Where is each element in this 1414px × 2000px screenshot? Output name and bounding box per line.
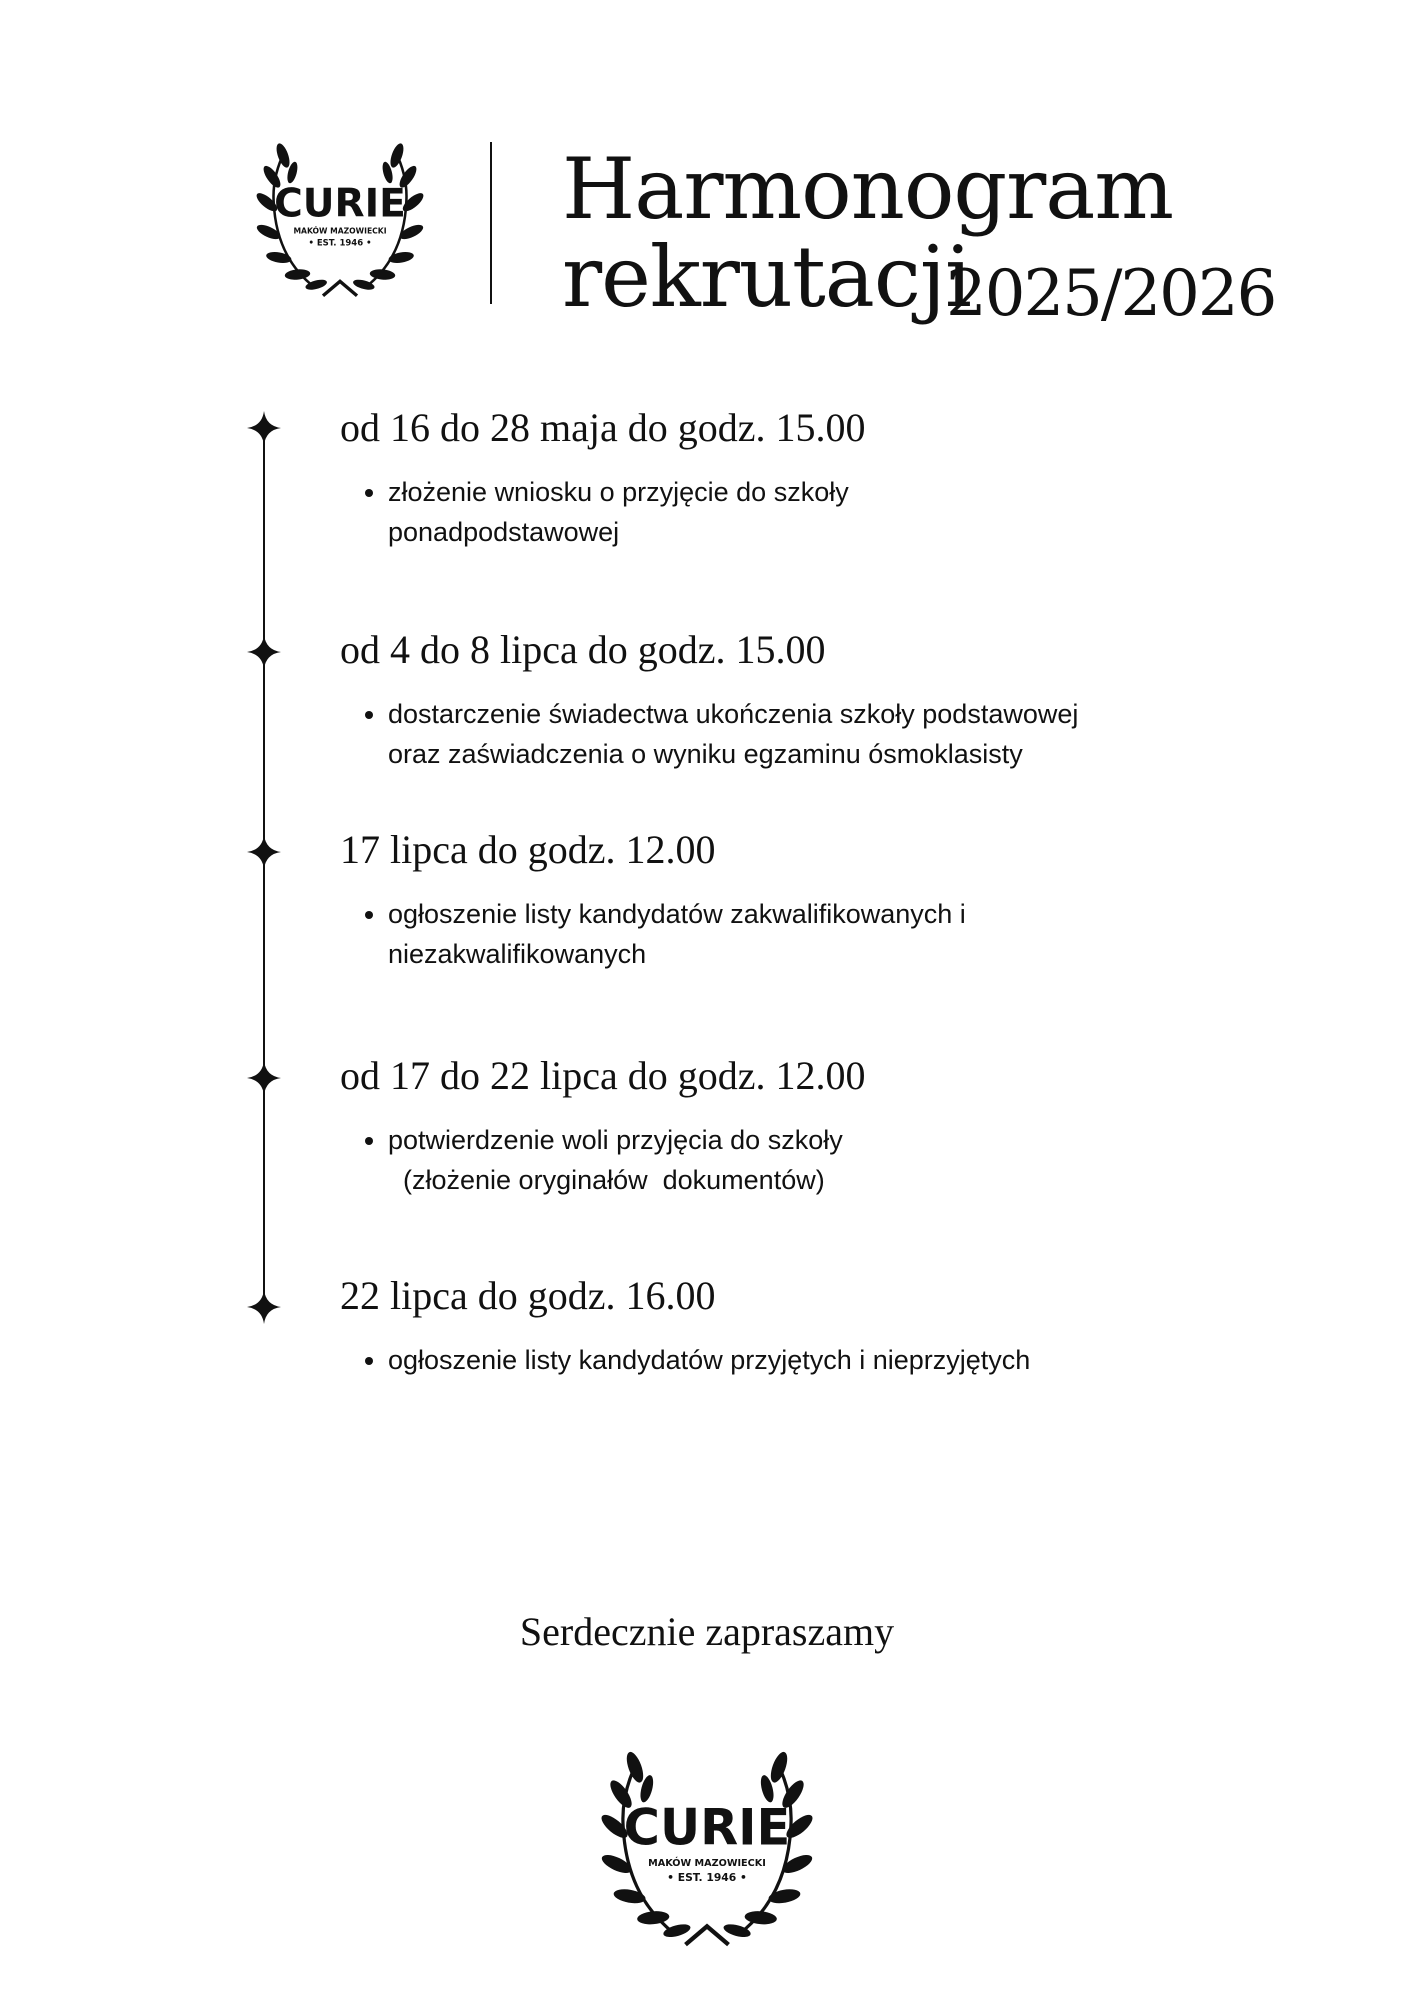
event-date: od 17 do 22 lipca do godz. 12.00 xyxy=(340,1053,866,1098)
logo-established: • EST. 1946 • xyxy=(308,238,372,249)
timeline-event xyxy=(340,1272,1190,1380)
timeline-star-icon xyxy=(247,835,281,869)
event-description-line: (złożenie oryginałów dokumentów) xyxy=(388,1165,825,1195)
timeline-event xyxy=(340,1052,1190,1200)
logo-location: MAKÓW MAZOWIECKI xyxy=(293,226,387,236)
event-description xyxy=(388,894,1190,974)
event-description-list xyxy=(340,472,1190,552)
logo-established: • EST. 1946 • xyxy=(667,1871,747,1885)
timeline-star-icon xyxy=(247,635,281,669)
event-description-list xyxy=(340,1120,1190,1200)
event-description-line: • ogłoszenie listy kandydatów przyjętych i nieprzyjętych xyxy=(388,1345,1031,1375)
event-description xyxy=(388,694,1190,774)
event-description-list xyxy=(340,694,1190,774)
logo-name: CURIE xyxy=(623,1798,791,1857)
event-description xyxy=(388,472,1190,552)
event-description-line: • dostarczenie świadectwa ukończenia szkoły podstawowej xyxy=(388,699,1079,729)
timeline-event xyxy=(340,626,1190,774)
timeline-star-icon xyxy=(247,1290,281,1324)
event-description-list xyxy=(340,894,1190,974)
closing-text: Serdecznie zapraszamy xyxy=(519,1609,895,1654)
event-description-list xyxy=(340,1340,1190,1380)
timeline-star-icon xyxy=(247,1061,281,1095)
event-date: 17 lipca do godz. 12.00 xyxy=(340,827,716,872)
page-title-line-1: Harmonogram xyxy=(562,140,1174,238)
event-date: od 4 do 8 lipca do godz. 15.00 xyxy=(340,627,826,672)
timeline-event xyxy=(340,826,1190,974)
logo-name: CURIE xyxy=(274,181,406,227)
event-description-line: oraz zaświadczenia o wyniku egzaminu ósmoklasisty xyxy=(388,739,1023,769)
event-description-line: ponadpodstawowej xyxy=(388,517,620,547)
page-title-line-2: rekrutacji xyxy=(562,228,971,326)
timeline-star-icon xyxy=(247,411,281,445)
event-description xyxy=(388,1340,1190,1380)
event-date: 22 lipca do godz. 16.00 xyxy=(340,1273,716,1318)
event-date: od 16 do 28 maja do godz. 15.00 xyxy=(340,405,866,450)
event-description-line: • złożenie wniosku o przyjęcie do szkoły xyxy=(388,477,849,507)
event-description xyxy=(388,1120,1190,1200)
school-year: 2025/2026 xyxy=(946,257,1276,331)
timeline-event xyxy=(340,404,1190,552)
event-description-line: • potwierdzenie woli przyjęcia do szkoły xyxy=(388,1125,843,1155)
header-divider xyxy=(490,142,492,304)
event-description-line: • ogłoszenie listy kandydatów zakwalifikowanych i xyxy=(388,899,966,929)
school-logo-top xyxy=(250,130,430,300)
school-logo-bottom xyxy=(592,1735,822,1950)
logo-location: MAKÓW MAZOWIECKI xyxy=(648,1858,766,1870)
event-description-line: niezakwalifikowanych xyxy=(388,939,647,969)
